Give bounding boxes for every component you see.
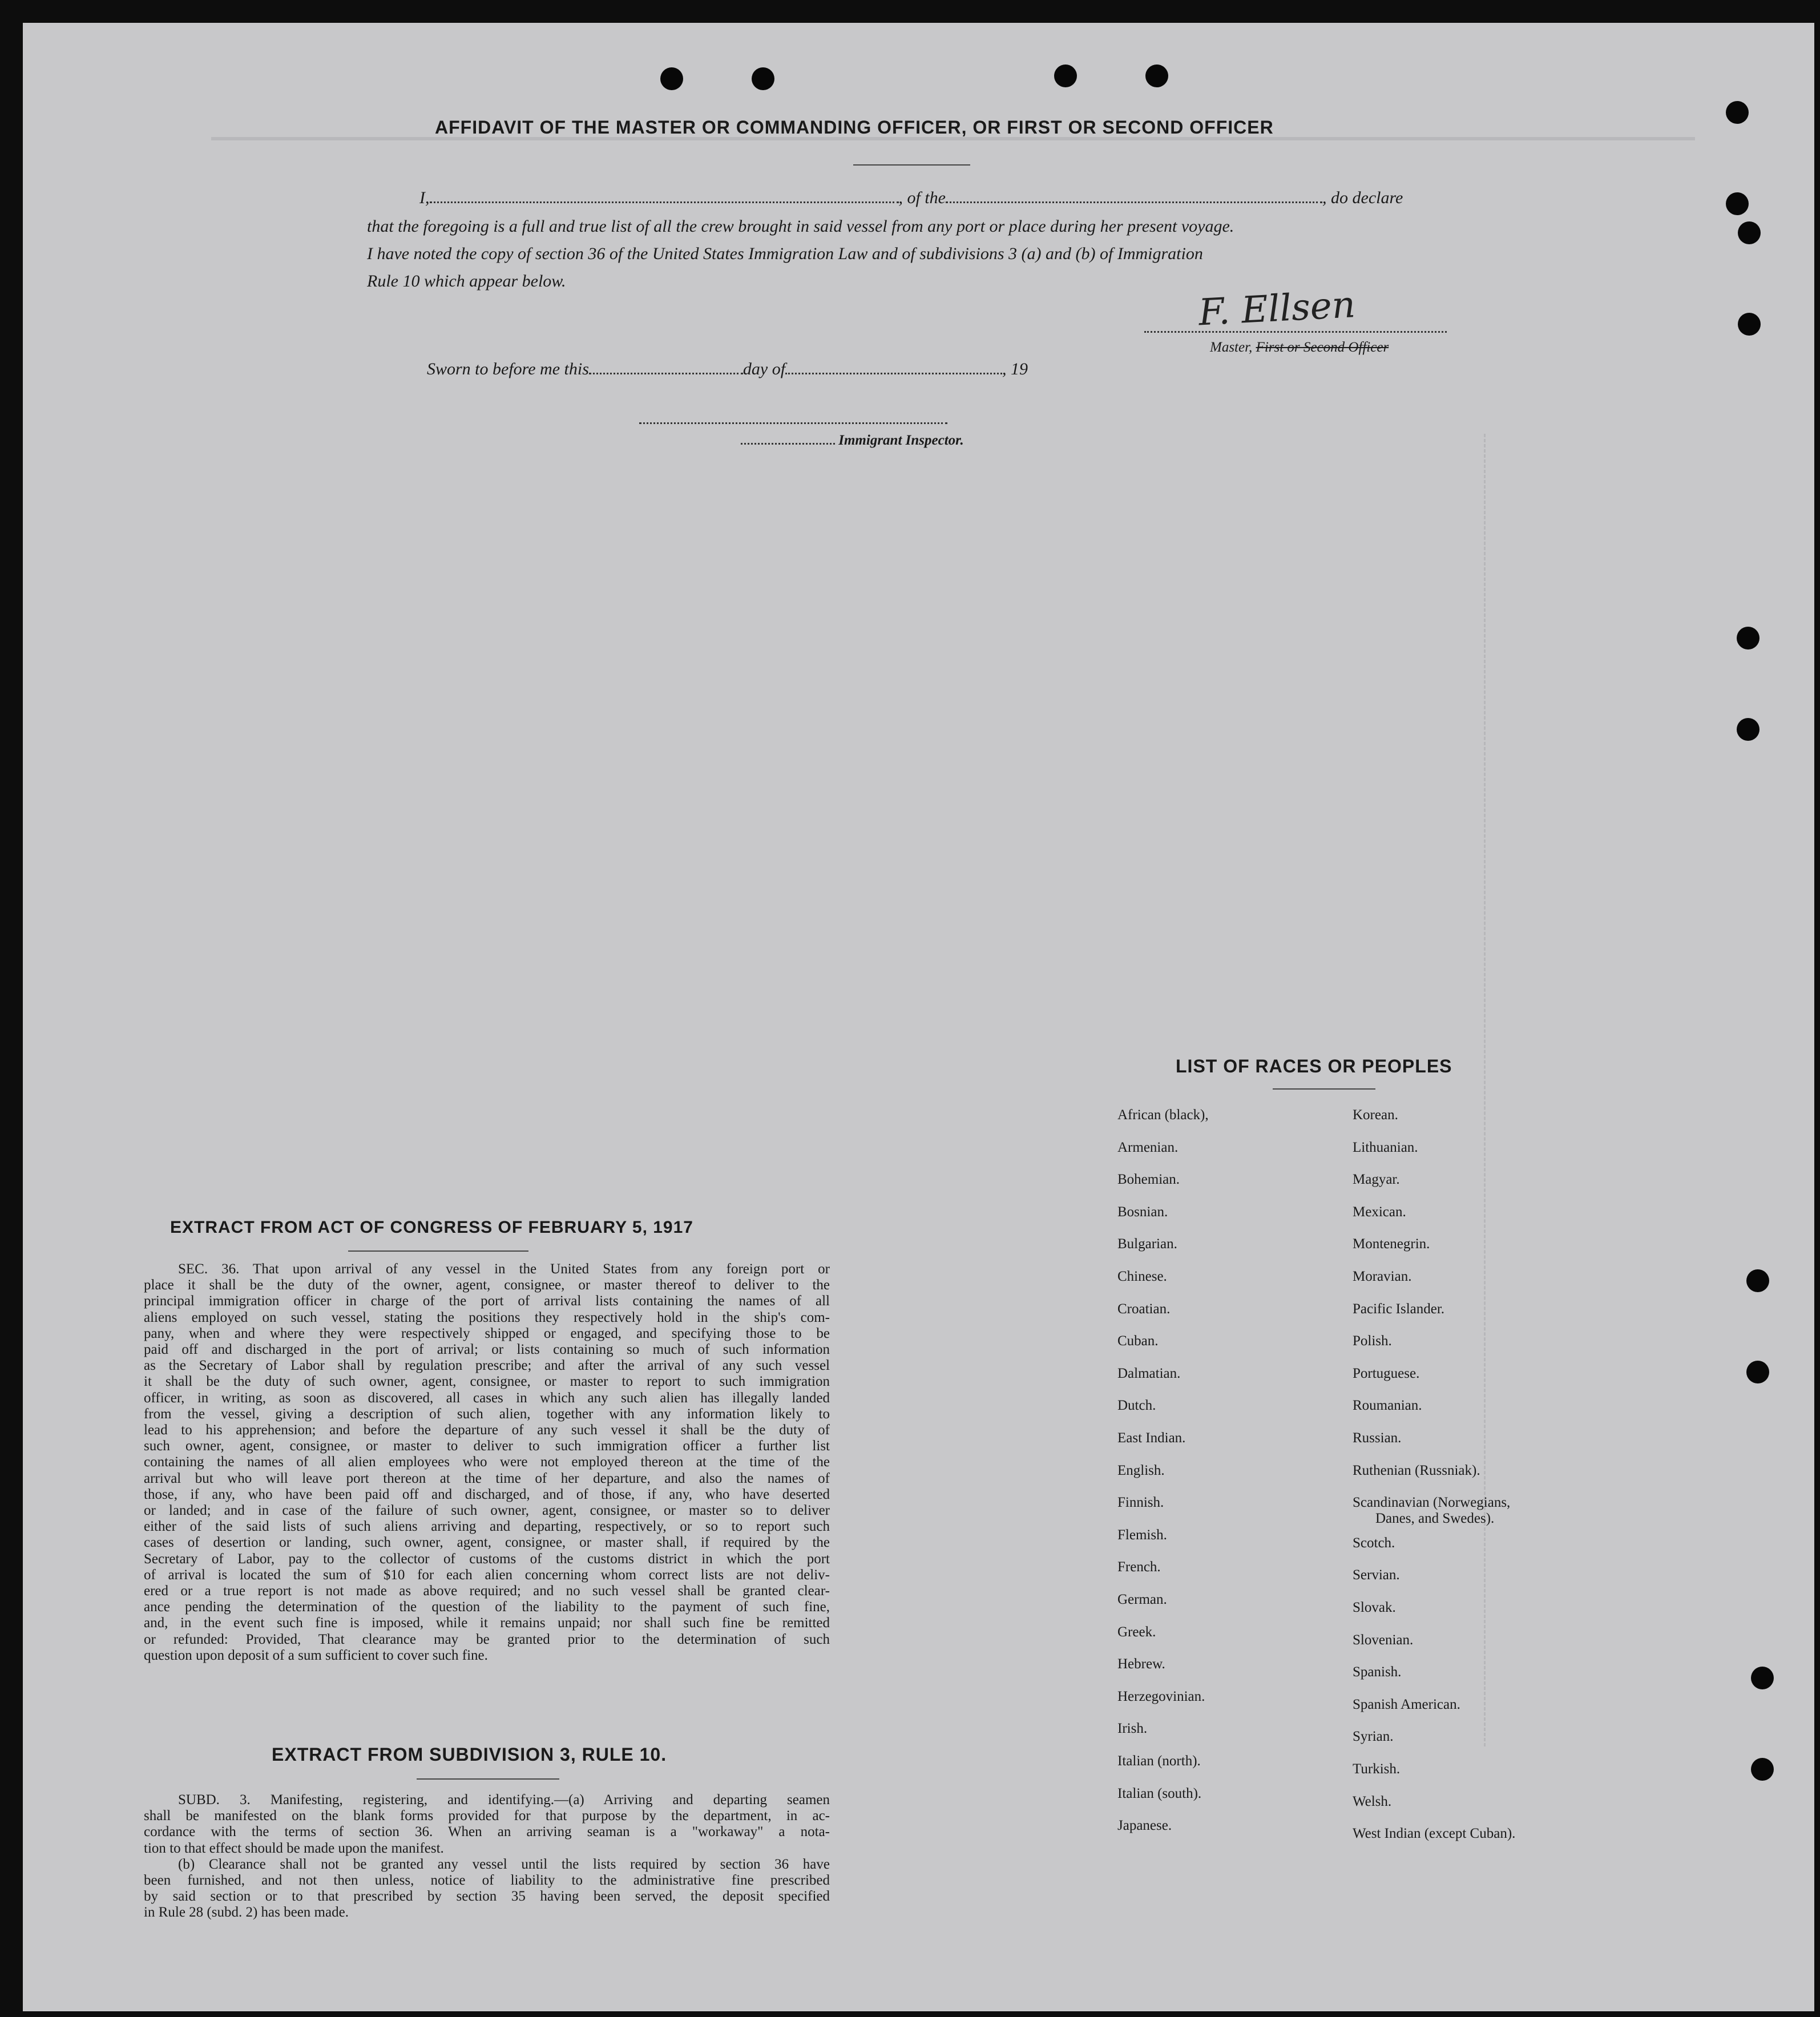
- race-item: Servian.: [1353, 1567, 1400, 1583]
- rule-10-text: [144, 1792, 830, 1921]
- race-item: Hebrew.: [1117, 1656, 1165, 1672]
- race-item: Moravian.: [1353, 1269, 1412, 1284]
- struck-officer-label: First or Second Officer: [1256, 340, 1389, 355]
- signature-line: [1144, 331, 1447, 333]
- vessel-label: , of the: [898, 188, 946, 207]
- punch-hole: [752, 67, 774, 90]
- race-item: Pacific Islander.: [1353, 1301, 1445, 1317]
- race-item: English.: [1117, 1462, 1165, 1478]
- affidavit-statement: I have noted the copy of section 36 of the United States Immigration Law and of subdivisions 3 (a) and (b) of Immigration: [367, 244, 1203, 263]
- race-item: Montenegrin.: [1353, 1236, 1430, 1252]
- divider: [417, 1778, 559, 1780]
- race-item: Finnish.: [1117, 1495, 1164, 1511]
- divider: [348, 1250, 528, 1252]
- rule-text-line: (b) Clearance shall not be granted any vessel until the lists required by section 36 have: [178, 1856, 830, 1872]
- act-text-line: SEC. 36. That upon arrival of any vessel in the United States from any foreign port or: [178, 1261, 830, 1277]
- race-item: Dalmatian.: [1117, 1365, 1181, 1381]
- act-text-line: and, in the event such fine is imposed, while it remains unpaid; nor shall such fine be remitted: [144, 1615, 830, 1631]
- race-item: Mexican.: [1353, 1204, 1406, 1220]
- race-item: Turkish.: [1353, 1761, 1401, 1777]
- race-item: Dutch.: [1117, 1398, 1156, 1414]
- act-text-line: ance pending the determination of the question of the liability to the payment of such fine,: [144, 1599, 830, 1615]
- document-page: [23, 23, 1814, 2011]
- punch-hole: [1726, 192, 1749, 215]
- act-text-line: cases of desertion or landing, such owner, agent, consignee, or master shall, if required by the: [144, 1535, 830, 1551]
- race-item: Polish.: [1353, 1333, 1392, 1349]
- declarant-name-field[interactable]: [430, 201, 899, 203]
- race-item: Herzegovinian.: [1117, 1688, 1205, 1704]
- race-item: Slovak.: [1353, 1600, 1396, 1615]
- divider: [1273, 1088, 1375, 1090]
- act-text-line: question upon deposit of a sum sufficient to cover such fine.: [144, 1647, 488, 1663]
- race-item: French.: [1117, 1559, 1161, 1575]
- race-item: Spanish American.: [1353, 1696, 1460, 1712]
- race-item: Lithuanian.: [1353, 1139, 1418, 1155]
- master-title: [1210, 340, 1552, 356]
- punch-hole: [1746, 1361, 1769, 1383]
- race-item: Ruthenian (Russniak).: [1353, 1462, 1480, 1478]
- act-text-line: either of the said lists of such aliens arriving and departing, respectively, or so to report such: [144, 1519, 830, 1535]
- divider: [853, 164, 970, 166]
- race-item: Slovenian.: [1353, 1632, 1414, 1648]
- race-item: Portuguese.: [1353, 1365, 1420, 1381]
- punch-hole: [1738, 313, 1761, 336]
- race-item: Syrian.: [1353, 1729, 1394, 1745]
- races-list-title: LIST OF RACES OR PEOPLES: [1176, 1056, 1452, 1076]
- race-item: German.: [1117, 1592, 1167, 1607]
- race-item: Greek.: [1117, 1624, 1156, 1640]
- affidavit-title: AFFIDAVIT OF THE MASTER OR COMMANDING OFFICER, OR FIRST OR SECOND OFFICER: [435, 117, 1274, 138]
- act-text-line: from the vessel, giving a description of such alien, together with any information likely to: [144, 1406, 830, 1422]
- punch-hole: [1751, 1758, 1774, 1781]
- sworn-line: [427, 360, 1169, 379]
- race-item: Spanish.: [1353, 1664, 1402, 1680]
- affidavit-statement: that the foregoing is a full and true list of all the crew brought in said vessel from any port or place during her present voyage.: [367, 217, 1234, 236]
- inspector-line: [741, 433, 1026, 449]
- punch-hole: [1737, 627, 1760, 650]
- race-item: Armenian.: [1117, 1139, 1179, 1155]
- act-text-line: pany, when and where they were respectively shipped or engaged, and specifying those to be: [144, 1325, 830, 1341]
- rule-text-line: shall be manifested on the blank forms provided for that purpose by the department, in ac-: [144, 1808, 830, 1824]
- declarant-label: I,: [419, 188, 430, 207]
- act-text-line: lead to his apprehension; and before the departure of any such vessel it shall be the duty of: [144, 1422, 830, 1438]
- affidavit-statement: Rule 10 which appear below.: [367, 272, 566, 291]
- race-item: Bosnian.: [1117, 1204, 1168, 1220]
- act-text-line: officer, in writing, as soon as discovered, all cases in which any such alien has illegally landed: [144, 1390, 830, 1406]
- race-item: Scotch.: [1353, 1535, 1395, 1551]
- act-text-line: it shall be the duty of such owner, agent, consignee, or master to report to such immigration: [144, 1374, 830, 1390]
- act-extract-title: EXTRACT FROM ACT OF CONGRESS OF FEBRUARY 5, 1917: [170, 1218, 693, 1237]
- act-text-line: as the Secretary of Labor shall by regulation prescribe; and after the arrival of any such vessel: [144, 1358, 830, 1374]
- act-text-line: those, if any, who have been paid off and discharged, and of those, if any, who have deserted: [144, 1486, 830, 1502]
- punch-hole: [1054, 64, 1077, 87]
- act-text-line: aliens employed on such vessel, stating the positions they respectively hold in the ship's com-: [144, 1309, 830, 1325]
- race-item: Bulgarian.: [1117, 1236, 1177, 1252]
- act-text-line: place it shall be the duty of the owner, agent, consignee, or master thereof to deliver to the: [144, 1277, 830, 1293]
- act-text-line: or refunded: Provided, That clearance may be granted prior to the determination of such: [144, 1631, 830, 1647]
- sworn-label: Sworn to before me this: [427, 360, 589, 378]
- rule-text-line: cordance with the terms of section 36. When an arriving seaman is a "workaway" a nota-: [144, 1824, 830, 1840]
- race-item: Russian.: [1353, 1430, 1402, 1446]
- act-text-line: containing the names of all alien employees who were not employed thereon at the time of the: [144, 1454, 830, 1470]
- master-signature: F. Ellsen: [1197, 284, 1357, 334]
- race-item: Bohemian.: [1117, 1172, 1180, 1188]
- act-text-line: such owner, agent, consignee, or master to deliver to such immigration officer a further list: [144, 1438, 830, 1454]
- vessel-name-field[interactable]: [946, 201, 1322, 203]
- act-text-line: or landed; and in case of the failure of such owner, agent, consignee, or master so to deliver: [144, 1503, 830, 1519]
- race-item: Italian (south).: [1117, 1785, 1202, 1801]
- race-item: Scandinavian (Norwegians,: [1353, 1495, 1511, 1511]
- race-item: Korean.: [1353, 1107, 1398, 1123]
- act-text-line: of arrival is located the sum of $10 for each alien concerning whom correct lists are not deliv-: [144, 1567, 830, 1583]
- act-text-line: arrival but who will leave port thereon at the time of her departure, and also the names of: [144, 1470, 830, 1486]
- bleed-through-marks: [1484, 434, 1702, 1746]
- punch-hole: [1751, 1667, 1774, 1689]
- act-text-line: ered or a true report is not made as above required; and no such vessel shall be granted clear-: [144, 1583, 830, 1599]
- punch-hole: [1726, 101, 1749, 124]
- race-item: Italian (north).: [1117, 1753, 1201, 1769]
- punch-hole: [1746, 1269, 1769, 1292]
- declare-label: , do declare: [1322, 188, 1403, 207]
- rule-extract-title: EXTRACT FROM SUBDIVISION 3, RULE 10.: [272, 1744, 667, 1765]
- race-item: Croatian.: [1117, 1301, 1171, 1317]
- race-item: Japanese.: [1117, 1818, 1172, 1834]
- punch-hole: [1145, 64, 1168, 87]
- act-text-line: principal immigration officer in charge of the port of arrival lists containing the names of all: [144, 1293, 830, 1309]
- race-item-continuation: Danes, and Swedes).: [1375, 1511, 1495, 1527]
- sworn-day-field[interactable]: [589, 373, 743, 374]
- inspector-name-field[interactable]: [741, 443, 835, 445]
- sworn-month-field[interactable]: [785, 373, 1002, 374]
- punch-hole: [1738, 221, 1761, 244]
- day-of-label: day of: [742, 360, 786, 378]
- act-text-line: Secretary of Labor, pay to the collector of customs of the customs district in which the port: [144, 1551, 830, 1567]
- race-item: Flemish.: [1117, 1527, 1167, 1543]
- year-label: , 19: [1002, 360, 1028, 378]
- rule-text-line: tion to that effect should be made upon the manifest.: [144, 1840, 444, 1856]
- act-text-line: paid off and discharged in the port of arrival; or lists containing so much of such information: [144, 1342, 830, 1358]
- race-item: Roumanian.: [1353, 1398, 1422, 1414]
- punch-hole: [660, 67, 683, 90]
- bleed-through-marks: [211, 137, 1695, 163]
- rule-text-line: by said section or to that prescribed by section 35 having been served, the deposit specified: [144, 1889, 830, 1905]
- race-item: Cuban.: [1117, 1333, 1159, 1349]
- race-item: Welsh.: [1353, 1793, 1392, 1809]
- race-item: Irish.: [1117, 1721, 1148, 1737]
- affidavit-declaration-line: [419, 188, 1504, 208]
- rule-text-line: SUBD. 3. Manifesting, registering, and identifying.—(a) Arriving and departing seamen: [178, 1792, 830, 1808]
- race-item: West Indian (except Cuban).: [1353, 1826, 1516, 1842]
- race-item: African (black),: [1117, 1107, 1209, 1123]
- race-item: East Indian.: [1117, 1430, 1186, 1446]
- race-item: Magyar.: [1353, 1172, 1400, 1188]
- race-item: Chinese.: [1117, 1269, 1167, 1284]
- inspector-label: Immigrant Inspector.: [838, 433, 964, 448]
- inspector-signature-line[interactable]: [639, 422, 947, 424]
- master-label: Master,: [1210, 340, 1256, 355]
- rule-text-line: been furnished, and not then unless, notice of liability to the administrative fine prescribed: [144, 1873, 830, 1889]
- act-section-36-text: [144, 1261, 830, 1664]
- rule-text-line: in Rule 28 (subd. 2) has been made.: [144, 1905, 349, 1921]
- punch-hole: [1737, 718, 1760, 741]
